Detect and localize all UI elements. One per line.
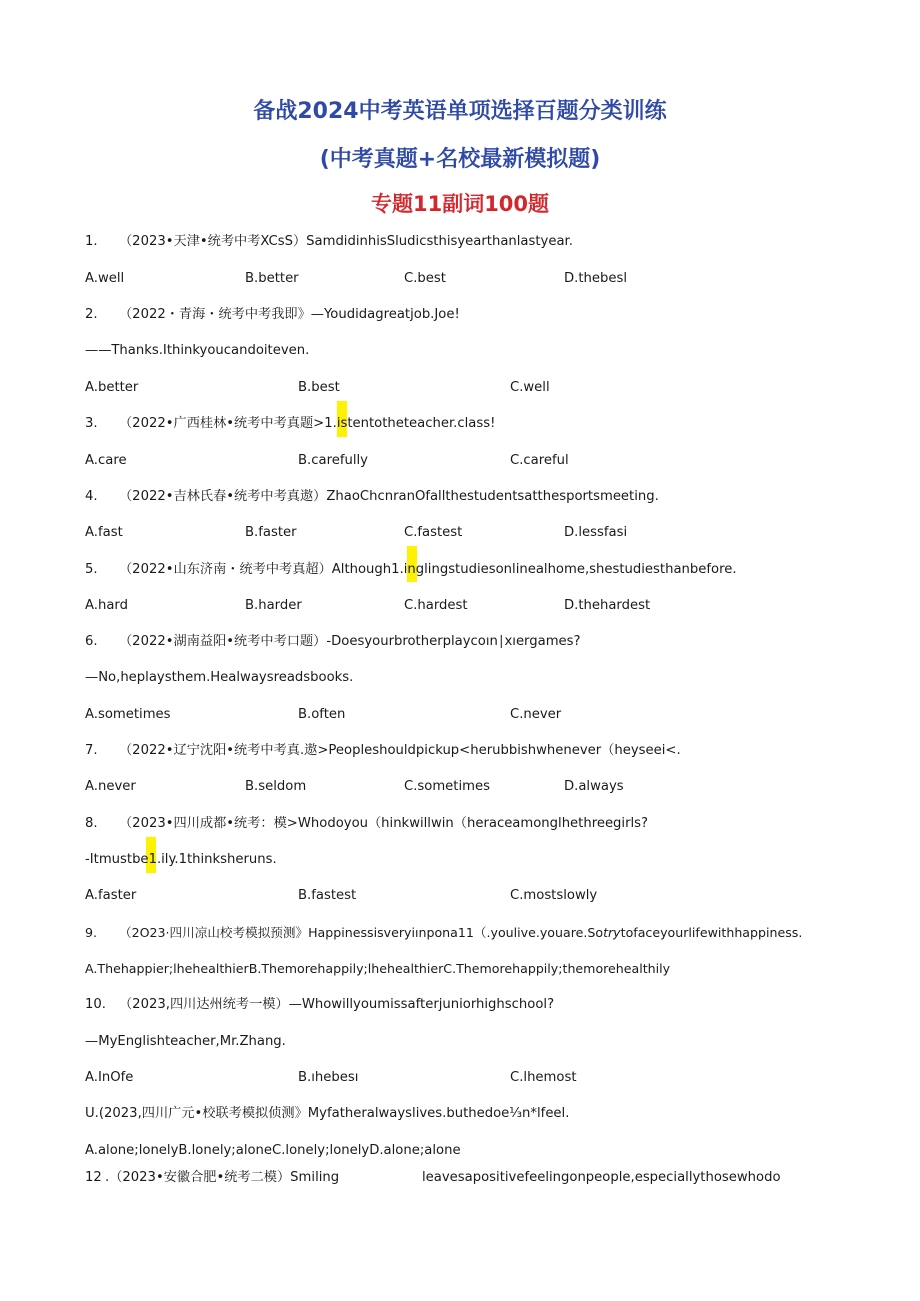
doc-title-line1: 备战2024中考英语单项选择百题分类训练 — [253, 99, 667, 124]
option-b: B.harder — [245, 598, 302, 613]
question-7 — [85, 742, 681, 760]
question-number: 1. — [85, 234, 98, 249]
question-dialogue-line — [85, 851, 277, 869]
question-number: 5. — [85, 562, 98, 577]
options-line: A.Thehappier;lhehealthierB.Themorehappily;lhehealthierC.Themorehappily;themorehealthily — [85, 961, 671, 976]
dialogue-text-rest: .ily.1thinksheruns. — [156, 852, 277, 867]
option-b: B.best — [298, 380, 340, 395]
question-5 — [85, 561, 737, 579]
option-d: D.thebesl — [564, 271, 628, 286]
doc-title-line2: (中考真题+名校最新模拟题) — [319, 147, 601, 172]
option-a: A.fast — [85, 525, 123, 540]
highlighted-text: 1 — [324, 416, 333, 431]
question-10 — [85, 996, 554, 1014]
question-stem-rest: .inglingstudiesonlinealhome,shestudiesthanbefore. — [399, 562, 737, 577]
option-a: A.faster — [85, 888, 137, 903]
question-stem-rest: tofaceyourlifewithhappiness. — [620, 925, 803, 940]
question-dialogue-line: ——Thanks.Ithinkyoucandoiteven. — [85, 343, 310, 358]
question-stem: (2023,四川广元•校联考模拟侦测》Myfatheralwayslives.buthedoe⅓n*lfeel. — [98, 1106, 570, 1121]
question-stem-rest: .istentotheteacher.class! — [332, 416, 496, 431]
question-number: 9. — [85, 925, 98, 940]
options-line: A.alone;lonelyB.lonely;aloneC.lonely;lonelyD.alone;alone — [85, 1143, 461, 1158]
question-3 — [85, 415, 495, 433]
question-number: 2. — [85, 307, 98, 322]
question-12 — [85, 1169, 781, 1187]
option-b: B.fastest — [298, 888, 357, 903]
option-b: B.ıhebesı — [298, 1070, 359, 1085]
question-8 — [85, 815, 648, 833]
option-a: A.well — [85, 271, 125, 286]
option-a: A.hard — [85, 598, 128, 613]
question-number: 4. — [85, 489, 98, 504]
question-stem: （2022•湖南益阳•统考中考口题）-Doesyourbrotherplaycoın∣xıergames? — [119, 634, 581, 649]
question-dialogue-line: —No,heplaysthem.Healwaysreadsbooks. — [85, 670, 354, 685]
question-stem: （2023,四川达州统考一模）—Whowillyoumissafterjuniorhighschool? — [119, 997, 555, 1012]
question-stem: （2022•吉林氏春•统考中考真遨）ZhaoChcnranOfallthestudentsatthesportsmeeting. — [119, 489, 659, 504]
question-stem: （2022•广西桂林•统考中考真题> — [119, 416, 325, 431]
option-c: C.careful — [510, 453, 569, 468]
question-1 — [85, 233, 573, 251]
option-b: B.carefully — [298, 453, 368, 468]
doc-title-line3: 专题11副词100题 — [370, 192, 550, 216]
question-number: 12 — [85, 1170, 102, 1185]
dialogue-text: -Itmustbe — [85, 852, 149, 867]
question-number: U. — [85, 1106, 99, 1121]
option-a: A.better — [85, 380, 139, 395]
option-a: A.never — [85, 779, 136, 794]
highlighted-text: 1 — [148, 852, 157, 867]
question-stem: （2022•辽宁沈阳•统考中考真.遨>Peopleshouldpickup<herubbishwhenever（heyseei<. — [119, 743, 681, 758]
question-stem: （2023•天津•统考中考XCsS）SamdidinhisSludicsthisyearthanlastyear. — [119, 234, 573, 249]
question-11 — [85, 1105, 569, 1123]
option-b: B.often — [298, 707, 346, 722]
question-number: 3. — [85, 416, 98, 431]
option-c: C.best — [404, 271, 446, 286]
option-a: A.sometimes — [85, 707, 171, 722]
option-c: C.sometimes — [404, 779, 490, 794]
option-a: A.InOfe — [85, 1070, 134, 1085]
question-2 — [85, 306, 460, 324]
option-b: B.seldom — [245, 779, 307, 794]
option-d: D.lessfasi — [564, 525, 628, 540]
question-9 — [85, 924, 802, 942]
option-d: D.always — [564, 779, 624, 794]
question-number: 10. — [85, 997, 106, 1012]
italic-word: try — [603, 925, 621, 940]
question-4 — [85, 488, 659, 506]
option-c: C.never — [510, 707, 562, 722]
question-stem-rest: leavesapositivefeelingonpeople,especiallythosewhodo — [422, 1170, 781, 1185]
option-c: C.fastest — [404, 525, 463, 540]
option-c: C.mostslowly — [510, 888, 598, 903]
question-number: 7. — [85, 743, 98, 758]
highlighted-text: 1 — [391, 562, 400, 577]
question-stem: （2022・青海・统考中考我即》—Youdidagreatjob.Joe! — [119, 307, 460, 322]
option-c: C.hardest — [404, 598, 468, 613]
option-c: C.well — [510, 380, 550, 395]
option-a: A.care — [85, 453, 127, 468]
question-stem: （2023•四川成都•统考：模>Whodoyou（hinkwillwin（heraceamonglhethreegirls? — [119, 816, 649, 831]
option-b: B.faster — [245, 525, 297, 540]
option-c: C.lhemost — [510, 1070, 577, 1085]
question-stem: （2O23·四川凉山校考模拟预测》Happinessisveryiınpona11（.youlive.youare.So — [119, 925, 604, 940]
question-6 — [85, 633, 581, 651]
question-number: 6. — [85, 634, 98, 649]
option-b: B.better — [245, 271, 299, 286]
option-d: D.thehardest — [564, 598, 651, 613]
question-stem: （2022•山东济南・统考中考真超）Although — [119, 562, 392, 577]
question-dialogue-line: —MyEnglishteacher,Mr.Zhang. — [85, 1034, 286, 1049]
question-stem: .（2023•安徽合肥•统考二模）Smiling — [105, 1170, 340, 1185]
question-number: 8. — [85, 816, 98, 831]
